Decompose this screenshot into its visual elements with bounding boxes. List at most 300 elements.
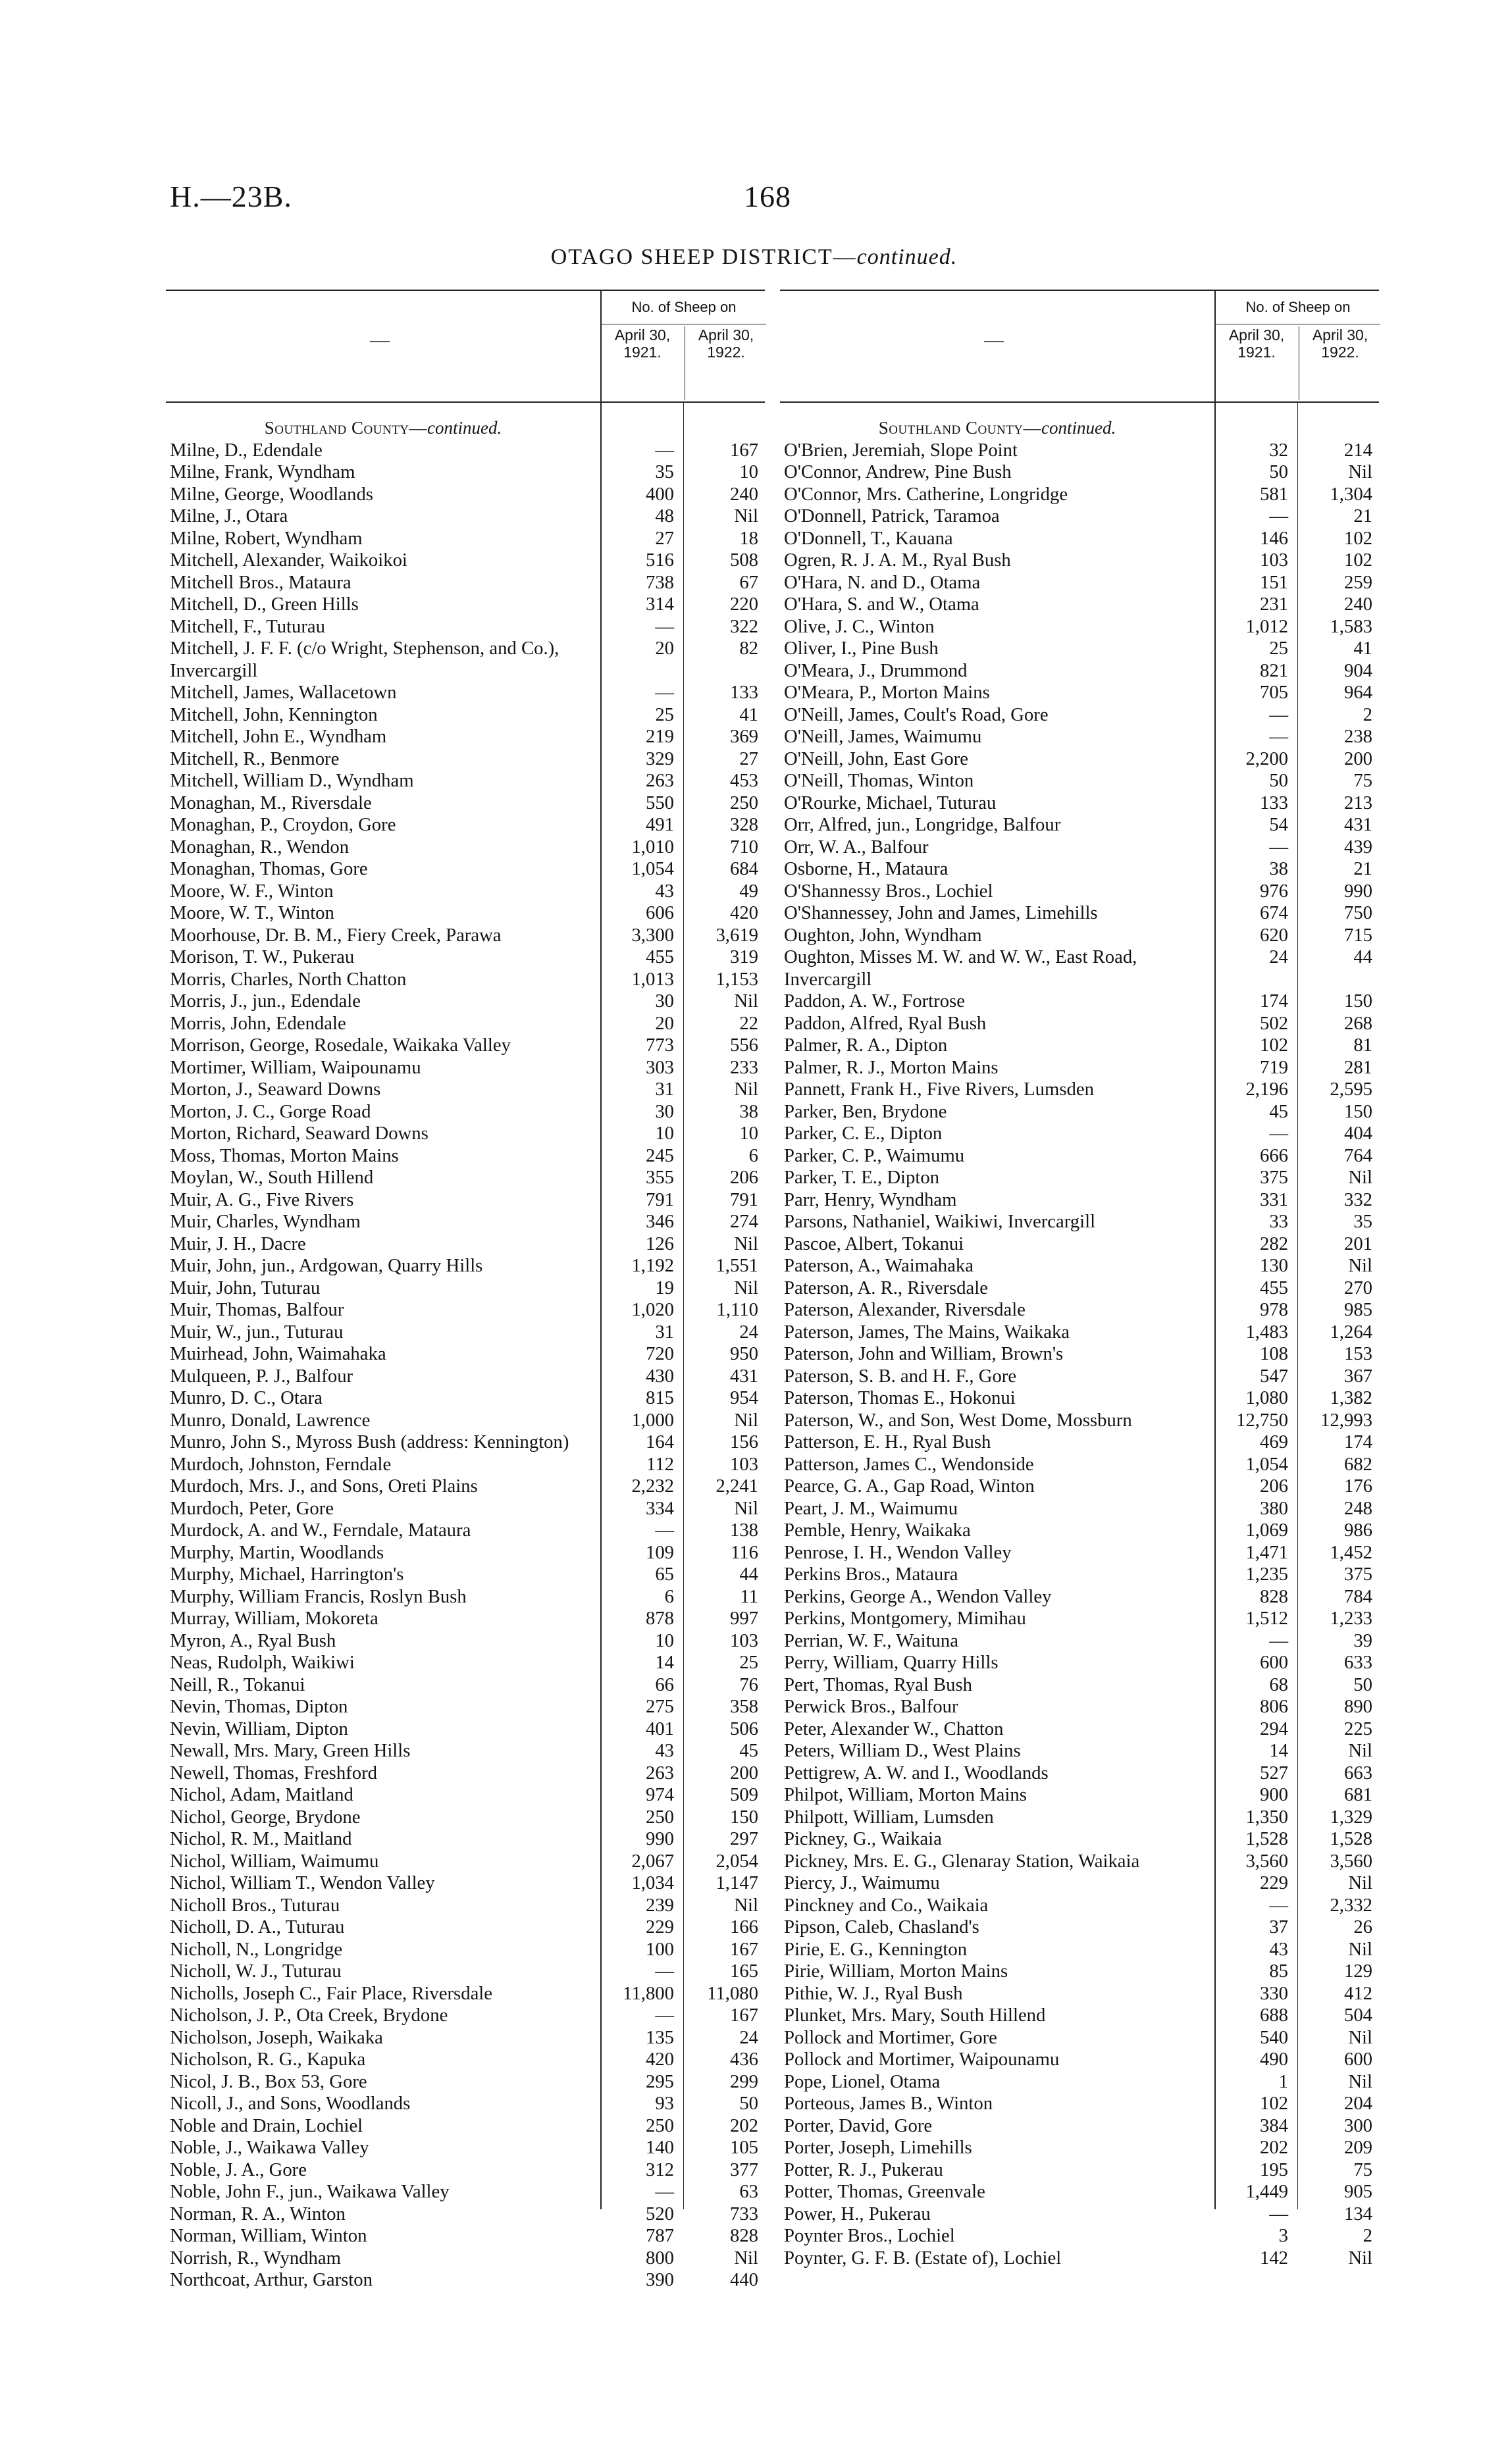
sheep-count-1922: 332 — [1343, 1189, 1372, 1210]
sheep-count-1921: 821 — [1259, 659, 1288, 681]
table-row — [166, 638, 765, 682]
sheep-count-1922: 24 — [739, 1321, 758, 1343]
table-row — [166, 1366, 765, 1388]
table-row — [780, 1343, 1379, 1366]
table-row — [166, 946, 765, 969]
table-row — [166, 990, 765, 1013]
table-row — [780, 770, 1379, 792]
table-row — [780, 2071, 1379, 2093]
owner-name: Moorhouse, Dr. B. M., Fiery Creek, Parawa — [170, 924, 502, 946]
sheep-count-1922: 204 — [1343, 2093, 1372, 2114]
sheep-count-1921: 581 — [1259, 483, 1288, 505]
sheep-count-1922: 954 — [729, 1387, 758, 1408]
owner-name: Murphy, Michael, Harrington's — [170, 1564, 404, 1585]
table-row — [780, 1608, 1379, 1630]
sheep-count-1921: 2,067 — [631, 1850, 674, 1872]
owner-name: Neill, R., Tokanui — [170, 1674, 305, 1695]
section-heading: Southland County—continued. — [264, 418, 502, 438]
table-row — [166, 1322, 765, 1344]
sheep-count-1922: 270 — [1343, 1277, 1372, 1298]
sheep-count-1922: 990 — [1343, 880, 1372, 902]
table-row — [780, 1674, 1379, 1697]
sheep-count-1921: 1,034 — [631, 1872, 674, 1893]
sheep-count-1921: 1,000 — [631, 1409, 674, 1431]
table-row — [166, 1586, 765, 1608]
sheep-count-1922: 150 — [729, 1806, 758, 1828]
owner-name: Nichol, William T., Wendon Valley — [170, 1872, 435, 1893]
table-row — [780, 682, 1379, 704]
owner-name: Peters, William D., West Plains — [784, 1740, 1021, 1761]
right-table — [780, 290, 1379, 2269]
table-row — [780, 1035, 1379, 1057]
sheep-count-1921: 420 — [645, 2049, 674, 2070]
owner-name: Mitchell, William D., Wyndham — [170, 770, 414, 791]
sheep-count-1921: 2,232 — [631, 1476, 674, 1497]
owner-name: Pettigrew, A. W. and I., Woodlands — [784, 1762, 1049, 1784]
owner-name: O'Connor, Mrs. Catherine, Longridge — [784, 483, 1068, 505]
sheep-count-1921: 126 — [645, 1233, 674, 1254]
sheep-count-1921: 38 — [1269, 858, 1288, 879]
owner-name: Morison, T. W., Pukerau — [170, 946, 355, 967]
owner-name: Nicholl, W. J., Tuturau — [170, 1961, 342, 1982]
sheep-count-1922: 509 — [729, 1784, 758, 1805]
owner-name: Nicholson, J. P., Ota Creek, Brydone — [170, 2005, 448, 2026]
table-row — [780, 1740, 1379, 1762]
owner-name: Pope, Lionel, Otama — [784, 2070, 941, 2092]
table-row — [166, 1387, 765, 1410]
owner-name: Poynter, G. F. B. (Estate of), Lochiel — [784, 2247, 1062, 2269]
owner-name: Osborne, H., Mataura — [784, 858, 949, 879]
table-row — [780, 792, 1379, 815]
owner-name: O'Connor, Andrew, Pine Bush — [784, 461, 1012, 482]
sheep-count-1922: 710 — [729, 836, 758, 858]
sheep-count-1922: 828 — [729, 2225, 758, 2246]
sheep-count-1922: 367 — [1343, 1365, 1372, 1387]
sheep-count-1922: 134 — [1343, 2203, 1372, 2224]
sheep-count-1922: 1,452 — [1330, 1541, 1372, 1563]
table-row — [166, 1762, 765, 1785]
table-row — [780, 1145, 1379, 1168]
owner-name: Nicholson, Joseph, Waikaka — [170, 2026, 383, 2048]
sheep-count-1921: 19 — [655, 1277, 674, 1298]
table-row — [780, 528, 1379, 550]
owner-name: O'Neill, Thomas, Winton — [784, 770, 974, 791]
sheep-count-1921: 1,069 — [1245, 1520, 1288, 1541]
table-row — [166, 505, 765, 528]
sheep-count-1922: 50 — [739, 2093, 758, 2114]
sheep-count-1921: 502 — [1259, 1012, 1288, 1034]
sheep-count-1921: 334 — [645, 1497, 674, 1519]
sheep-count-1921: 295 — [645, 2070, 674, 2092]
owner-name: O'Rourke, Michael, Tuturau — [784, 792, 997, 813]
table-row — [166, 594, 765, 616]
owner-name: Muirhead, John, Waimahaka — [170, 1343, 386, 1364]
table-row — [780, 1057, 1379, 1079]
sheep-count-1922: 1,304 — [1330, 483, 1372, 505]
owner-name: Paterson, Thomas E., Hokonui — [784, 1387, 1016, 1408]
table-row — [780, 2225, 1379, 2247]
sheep-count-1922: 431 — [1343, 814, 1372, 835]
sheep-count-1921: 787 — [645, 2225, 674, 2246]
sheep-count-1921: 384 — [1259, 2115, 1288, 2136]
table-row — [780, 1233, 1379, 1256]
table-row — [780, 1277, 1379, 1300]
sheep-count-1922: 24 — [739, 2026, 758, 2048]
sheep-count-1921: — — [1269, 726, 1288, 747]
owner-name: Philpott, William, Lumsden — [784, 1806, 994, 1828]
sheep-count-1921: 527 — [1259, 1762, 1288, 1784]
sheep-count-1921: — — [1269, 704, 1288, 725]
sheep-count-1922: Nil — [734, 990, 758, 1012]
table-row — [780, 1211, 1379, 1233]
sheep-count-1921: 1,449 — [1245, 2181, 1288, 2202]
table-row — [780, 1939, 1379, 1961]
owner-name: Nicholl, N., Longridge — [170, 1938, 343, 1960]
owner-name: Olive, J. C., Winton — [784, 615, 935, 637]
sheep-count-1922: 76 — [739, 1674, 758, 1695]
table-row — [780, 1079, 1379, 1101]
left-table — [166, 290, 765, 2292]
owner-name: Nicoll, J., and Sons, Woodlands — [170, 2093, 411, 2114]
table-row — [166, 1983, 765, 2005]
sheep-count-1922: Nil — [734, 1497, 758, 1519]
owner-name: Mitchell, John, Kennington — [170, 704, 378, 725]
sheep-count-1922: 1,583 — [1330, 615, 1372, 637]
sheep-count-1922: 375 — [1343, 1564, 1372, 1585]
owner-name: Muir, J. H., Dacre — [170, 1233, 306, 1254]
owner-name: Parker, T. E., Dipton — [784, 1167, 940, 1188]
right-table-body — [780, 403, 1379, 2269]
sheep-count-1922: 764 — [1343, 1144, 1372, 1166]
sheep-count-1922: 322 — [729, 615, 758, 637]
owner-name: Munro, D. C., Otara — [170, 1387, 323, 1408]
sheep-count-1922: 22 — [739, 1012, 758, 1034]
sheep-count-1922: 986 — [1343, 1520, 1372, 1541]
sheep-count-1921: 1,528 — [1245, 1828, 1288, 1849]
sheep-count-1922: 21 — [1353, 858, 1372, 879]
table-row — [166, 1784, 765, 1807]
sheep-count-1922: 150 — [1343, 990, 1372, 1012]
sheep-count-1921: 1,235 — [1245, 1564, 1288, 1585]
sheep-count-1921: 455 — [645, 946, 674, 967]
table-row — [166, 440, 765, 462]
owner-name: Pannett, Frank H., Five Rivers, Lumsden — [784, 1079, 1094, 1100]
sheep-count-1921: 1,054 — [1245, 1453, 1288, 1475]
owner-name: Morris, Charles, North Chatton — [170, 968, 407, 990]
table-row — [166, 1828, 765, 1851]
table-row — [166, 2115, 765, 2138]
sheep-count-1922: 202 — [729, 2115, 758, 2136]
owner-name: Morris, J., jun., Edendale — [170, 990, 361, 1012]
table-row — [166, 1740, 765, 1762]
table-row — [780, 2203, 1379, 2226]
sheep-count-1922: Nil — [734, 505, 758, 526]
sheep-count-1922: 1,329 — [1330, 1806, 1372, 1828]
table-row — [166, 1079, 765, 1101]
sheep-count-1921: 43 — [655, 880, 674, 902]
sheep-count-1922: 81 — [1353, 1035, 1372, 1056]
table-row — [780, 1586, 1379, 1608]
sheep-count-1922: 50 — [1353, 1674, 1372, 1695]
sheep-count-1922: 10 — [739, 461, 758, 482]
table-row — [780, 1807, 1379, 1829]
sheep-count-1922: 681 — [1343, 1784, 1372, 1805]
sheep-count-1922: 35 — [1353, 1211, 1372, 1232]
table-row — [166, 1939, 765, 1961]
sheep-count-header — [600, 291, 766, 401]
sheep-count-1922: 240 — [1343, 594, 1372, 615]
owner-name: Parker, C. P., Waimumu — [784, 1144, 965, 1166]
sheep-count-1921: 66 — [655, 1674, 674, 1695]
owner-name: Murphy, William Francis, Roslyn Bush — [170, 1585, 467, 1607]
table-row — [166, 1343, 765, 1366]
table-row — [166, 682, 765, 704]
sheep-count-1922: Nil — [1348, 1167, 1372, 1188]
table-row — [780, 1696, 1379, 1718]
sheep-count-1921: 1,471 — [1245, 1541, 1288, 1563]
table-row — [780, 704, 1379, 727]
owner-name: Paterson, W., and Son, West Dome, Mossburn — [784, 1409, 1132, 1431]
owner-name: Porteous, James B., Winton — [784, 2093, 993, 2114]
sheep-count-1921: — — [1269, 2203, 1288, 2224]
sheep-count-1922: 156 — [729, 1431, 758, 1452]
table-row — [166, 550, 765, 572]
owner-name: Milne, J., Otara — [170, 505, 288, 526]
table-row — [780, 440, 1379, 462]
table-row — [780, 814, 1379, 836]
sheep-count-1922: 1,147 — [715, 1872, 758, 1893]
sheep-count-1922: 733 — [729, 2203, 758, 2224]
sheep-count-1922: Nil — [1348, 461, 1372, 482]
owner-name: Paterson, James, The Mains, Waikaka — [784, 1321, 1070, 1343]
sheep-count-1921: — — [1269, 505, 1288, 526]
table-row — [780, 638, 1379, 660]
owner-name: Porter, Joseph, Limehills — [784, 2137, 972, 2158]
owner-name: Pinckney and Co., Waikaia — [784, 1894, 989, 1916]
owner-name: Orr, W. A., Balfour — [784, 836, 929, 858]
table-row — [166, 726, 765, 748]
sheep-count-1922: 904 — [1343, 659, 1372, 681]
owner-name: Pithie, W. J., Ryal Bush — [784, 1982, 963, 2004]
sheep-count-1922: 225 — [1343, 1718, 1372, 1739]
sheep-count-1921: 1,512 — [1245, 1608, 1288, 1629]
table-row — [780, 616, 1379, 638]
table-row — [780, 461, 1379, 484]
owner-name: Monaghan, R., Wendon — [170, 836, 350, 858]
sheep-count-1921: 135 — [645, 2026, 674, 2048]
sheep-count-1921: — — [655, 439, 674, 461]
owner-name: Piercy, J., Waimumu — [784, 1872, 940, 1893]
owner-name: Norman, William, Winton — [170, 2225, 367, 2246]
table-row — [166, 1145, 765, 1168]
sheep-count-1922: 200 — [1343, 748, 1372, 769]
sheep-count-1921: 606 — [645, 902, 674, 923]
sheep-count-1922: 1,528 — [1330, 1828, 1372, 1849]
owner-name: O'Shannessy Bros., Lochiel — [784, 880, 993, 902]
sheep-count-1922: 439 — [1343, 836, 1372, 858]
table-row — [166, 484, 765, 506]
owner-name: Perkins, Montgomery, Mimihau — [784, 1608, 1026, 1629]
sheep-count-1921: 401 — [645, 1718, 674, 1739]
name-column-header: — — [370, 329, 390, 351]
sheep-count-1921: 43 — [655, 1740, 674, 1761]
sheep-count-1922: 49 — [739, 880, 758, 902]
sheep-count-1921: 720 — [645, 1343, 674, 1364]
table-row — [780, 594, 1379, 616]
sheep-count-1922: 436 — [729, 2049, 758, 2070]
owner-name: Noble, John F., jun., Waikawa Valley — [170, 2181, 450, 2202]
sheep-count-1922: Nil — [1348, 1872, 1372, 1893]
sheep-count-1921: 50 — [1269, 770, 1288, 791]
sheep-count-1922: 39 — [1353, 1630, 1372, 1651]
year-1921-header: April 30, 1921. — [1228, 326, 1285, 361]
sheep-count-1922: 715 — [1343, 924, 1372, 946]
table-row — [166, 1167, 765, 1189]
sheep-count-1921: 282 — [1259, 1233, 1288, 1254]
sheep-count-1921: 3,300 — [631, 924, 674, 946]
sheep-count-1921: — — [655, 2181, 674, 2202]
owner-name: O'Donnell, Patrick, Taramoa — [784, 505, 1000, 526]
sheep-count-1922: 431 — [729, 1365, 758, 1387]
owner-name: Pemble, Henry, Waikaka — [784, 1520, 971, 1541]
sheep-count-1921: 31 — [655, 1321, 674, 1343]
sheep-count-1921: 54 — [1269, 814, 1288, 835]
sheep-count-1922: 133 — [729, 682, 758, 703]
sheep-count-1922: Nil — [734, 1079, 758, 1100]
table-row — [166, 528, 765, 550]
table-row — [780, 1652, 1379, 1674]
owner-name: Poynter Bros., Lochiel — [784, 2225, 955, 2246]
sheep-count-1921: 109 — [645, 1541, 674, 1563]
sheep-count-1922: 26 — [1353, 1916, 1372, 1938]
table-row — [166, 1608, 765, 1630]
owner-name: Pickney, G., Waikaia — [784, 1828, 942, 1849]
sheep-count-1922: 1,110 — [716, 1299, 758, 1320]
sheep-count-1922: 176 — [1343, 1476, 1372, 1497]
sheep-count-1921: 791 — [645, 1189, 674, 1210]
sheep-count-1922: 684 — [729, 858, 758, 879]
sheep-count-1921: 738 — [645, 571, 674, 593]
sheep-count-1922: 404 — [1343, 1123, 1372, 1144]
owner-name: Plunket, Mrs. Mary, South Hillend — [784, 2005, 1046, 2026]
table-row — [166, 1255, 765, 1277]
owner-name: Nicol, J. B., Box 53, Gore — [170, 2070, 367, 2092]
sheep-count-1922: 1,233 — [1330, 1608, 1372, 1629]
table-row — [780, 1718, 1379, 1741]
table-row — [166, 2225, 765, 2247]
sheep-count-1921: 32 — [1269, 439, 1288, 461]
sheep-count-1922: Nil — [1348, 2247, 1372, 2269]
sheep-count-1921: — — [655, 2005, 674, 2026]
table-row — [166, 2159, 765, 2182]
sheep-count-1921: 146 — [1259, 527, 1288, 549]
sheep-count-1922: 3,619 — [715, 924, 758, 946]
sheep-count-1921: 195 — [1259, 2159, 1288, 2180]
table-row — [780, 1564, 1379, 1586]
page-number: 168 — [744, 180, 791, 213]
owner-name: Patterson, James C., Wendonside — [784, 1453, 1034, 1475]
sheep-count-1922: 369 — [729, 726, 758, 747]
table-row — [780, 1872, 1379, 1895]
owner-name: Mitchell, D., Green Hills — [170, 594, 359, 615]
owner-name: Paddon, A. W., Fortrose — [784, 990, 965, 1012]
sheep-count-1921: 815 — [645, 1387, 674, 1408]
owner-name: Nichol, R. M., Maitland — [170, 1828, 352, 1849]
sheep-count-1921: 3 — [1278, 2225, 1288, 2246]
sheep-count-1922: 268 — [1343, 1012, 1372, 1034]
owner-name: O'Neill, John, East Gore — [784, 748, 969, 769]
sheep-count-1922: 997 — [729, 1608, 758, 1629]
table-row — [166, 2137, 765, 2159]
sheep-count-1922: 358 — [729, 1696, 758, 1717]
section-heading: Southland County—continued. — [878, 418, 1116, 438]
sheep-count-1922: 67 — [739, 571, 758, 593]
sheep-count-1921: 12,750 — [1236, 1409, 1288, 1431]
sheep-count-1922: 25 — [739, 1652, 758, 1673]
sheep-count-1921: 33 — [1269, 1211, 1288, 1232]
owner-name: Parker, C. E., Dipton — [784, 1123, 943, 1144]
table-row — [166, 1454, 765, 1476]
owner-name: Muir, A. G., Five Rivers — [170, 1189, 354, 1210]
sheep-count-1921: 151 — [1259, 571, 1288, 593]
owner-name: Monaghan, M., Riversdale — [170, 792, 372, 813]
sheep-count-1922: 11 — [740, 1585, 758, 1607]
sheep-count-1922: 2,241 — [715, 1476, 758, 1497]
table-row — [780, 2093, 1379, 2115]
sheep-count-1922: Nil — [734, 1409, 758, 1431]
table-row — [780, 1101, 1379, 1123]
owner-name: Pollock and Mortimer, Gore — [784, 2026, 997, 2048]
owner-name: O'Shannessey, John and James, Limehills — [784, 902, 1098, 923]
table-row — [780, 1322, 1379, 1344]
table-row — [166, 2071, 765, 2093]
sheep-count-1921: 346 — [645, 1211, 674, 1232]
owner-name: Mortimer, William, Waipounamu — [170, 1056, 421, 1078]
sheep-count-1922: 213 — [1343, 792, 1372, 813]
sheep-count-1922: 153 — [1343, 1343, 1372, 1364]
sheep-count-1921: 30 — [655, 990, 674, 1012]
sheep-count-1921: 806 — [1259, 1696, 1288, 1717]
table-row — [780, 1123, 1379, 1145]
owner-name: Neas, Rudolph, Waikiwi — [170, 1652, 355, 1673]
sheep-count-1921: 1,010 — [631, 836, 674, 858]
sheep-count-1921: 800 — [645, 2247, 674, 2269]
owner-name: Milne, D., Edendale — [170, 439, 323, 461]
owner-name: Mitchell, John E., Wyndham — [170, 726, 387, 747]
owner-name: Mitchell, James, Wallacetown — [170, 682, 397, 703]
sheep-count-1921: 330 — [1259, 1982, 1288, 2004]
owner-name: Mitchell Bros., Mataura — [170, 571, 351, 593]
owner-name: Norman, R. A., Winton — [170, 2203, 346, 2224]
table-row — [166, 902, 765, 925]
sheep-count-1921: 11,800 — [623, 1982, 674, 2004]
table-row — [780, 1454, 1379, 1476]
table-row — [166, 1299, 765, 1322]
table-row — [780, 1387, 1379, 1410]
table-row — [780, 1961, 1379, 1983]
sheep-count-1922: 166 — [729, 1916, 758, 1938]
sheep-count-1921: 68 — [1269, 1674, 1288, 1695]
owner-name: Monaghan, Thomas, Gore — [170, 858, 368, 879]
table-row — [780, 2137, 1379, 2159]
sheep-count-1922: 116 — [731, 1541, 758, 1563]
sheep-count-1921: 773 — [645, 1035, 674, 1056]
sheep-count-1921: 978 — [1259, 1299, 1288, 1320]
owner-name: Paterson, A., Waimahaka — [784, 1255, 974, 1276]
sheep-count-1921: 103 — [1259, 550, 1288, 571]
sheep-count-1922: 420 — [729, 902, 758, 923]
sheep-count-label: No. of Sheep on — [1216, 291, 1380, 324]
